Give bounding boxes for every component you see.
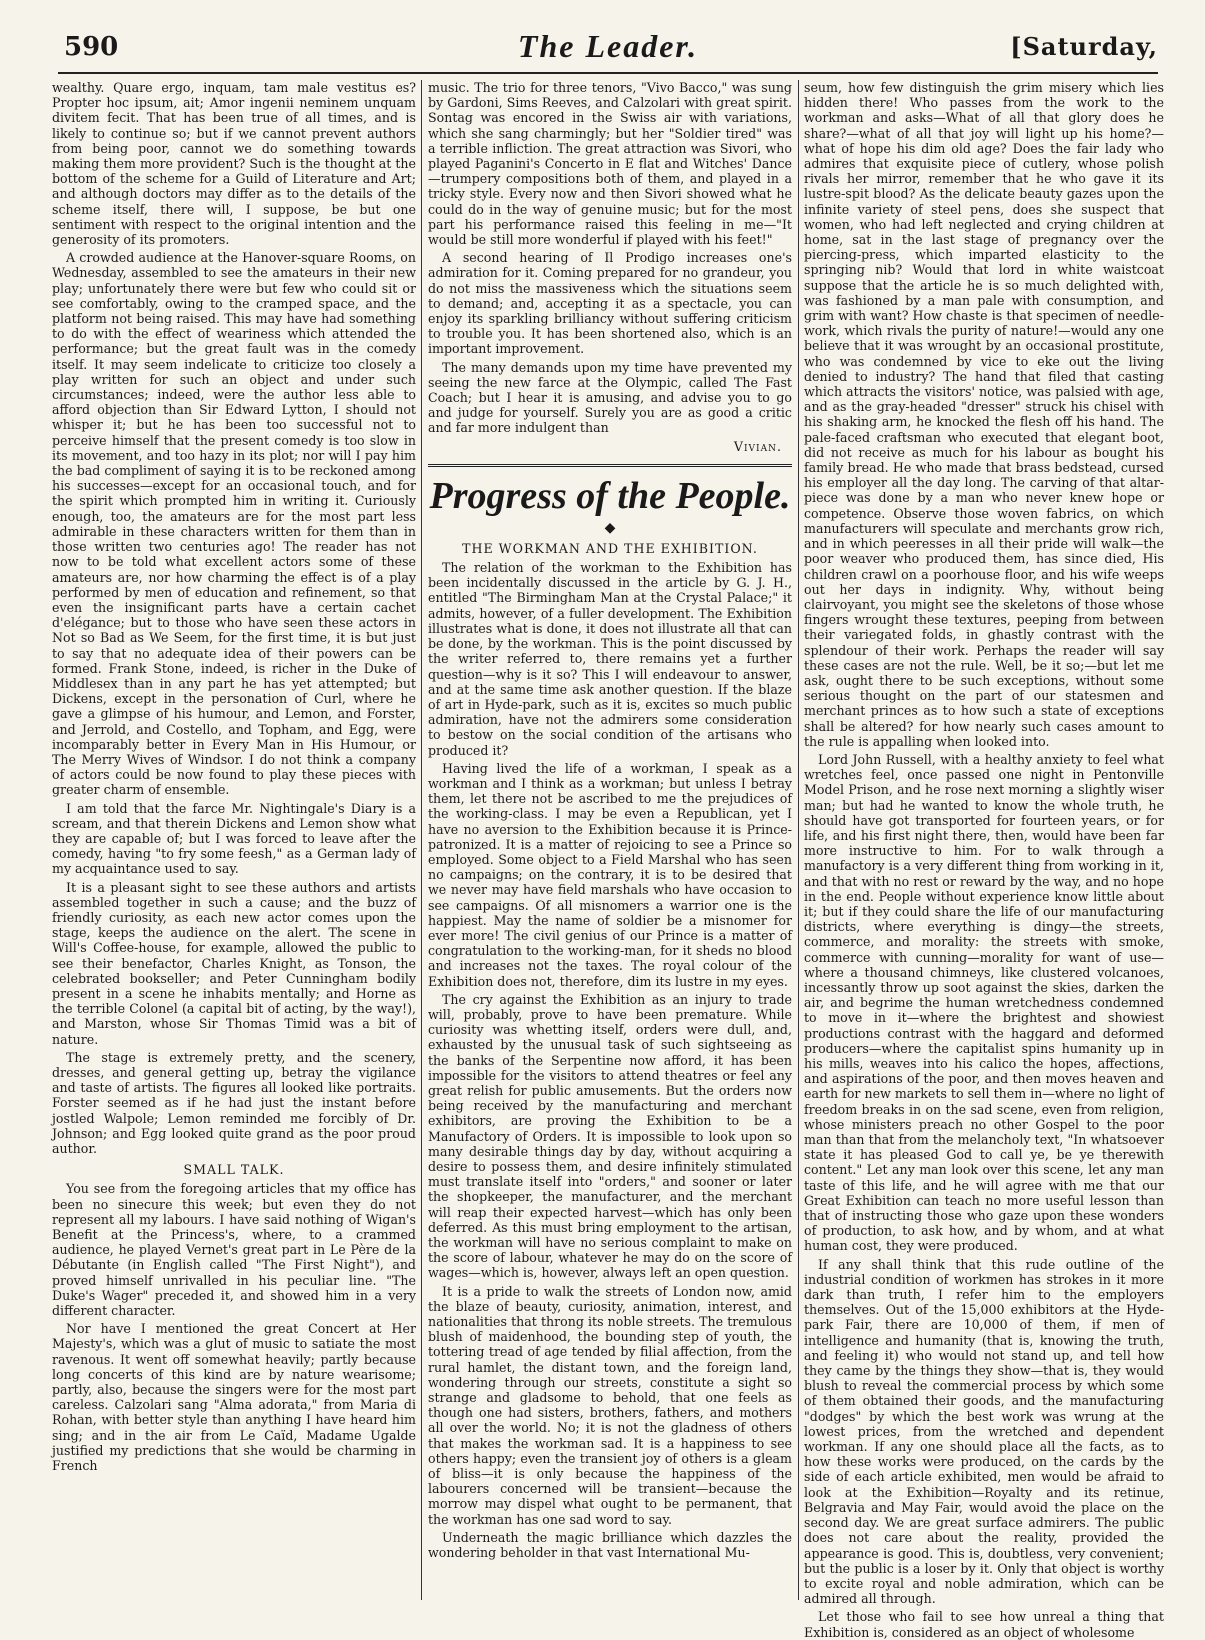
paragraph: The stage is extremely pretty, and the scenery, dresses, and general getting up, betray the vigilance and taste of artists. The figures all looked like portraits. Forster seemed as if he had just the instant before jostled Walpole; Lemon reminded me forcibly of Dr. Johnson; and Egg looked quite grand as the poor proud author. — [52, 1049, 416, 1157]
newspaper-title: The Leader. — [517, 28, 699, 64]
paragraph: The many demands upon my time have prevented my seeing the new farce at the Olympic, called The Fast Coach; but I hear it is amusing, and advise you to go and judge for yourself. Surely you are as good a critic and far more indulgent than — [428, 359, 792, 436]
paragraph: Having lived the life of a workman, I speak as a workman and I think as a workman; but unless I betray them, let there not be ascribed to me the prejudices of the working-class. I may be even a Republican, yet I have no aversion to the Exhibition because it is Prince-patronized. It is a matter of rejoicing to see a Prince so employed. Some object to a Field Marshal who has seen no campaigns; on the contrary, it is to be desired that we never may have field marshals who have occasion to see campaigns. Of all misnomers a warrior one is the happiest. May the name of soldier be a misnomer for ever more! The civil genius of our Prince is a matter of congratulation to the working-man, for it sheds no blood and increases not the taxes. The royal colour of the Exhibition does not, therefore, dim its lustre in my eyes. — [428, 760, 792, 989]
issue-day: [Saturday, — [1010, 32, 1158, 61]
paragraph: It is a pleasant sight to see these authors and artists assembled together in such a cause; and the buzz of friendly curiosity, as each new actor comes upon the stage, keeps the audience on the alert. The scene in Will's Coffee-house, for example, allowed the public to see their benefactor, Charles Knight, as Tonson, the celebrated bookseller; and Peter Cunningham bodily present in a scene he inhabits mentally; and Horne as the terrible Colonel (a capital bit of acting, by the way!), and Marston, whose Sir Thomas Timid was a bit of nature. — [52, 879, 416, 1047]
column-rule — [421, 80, 422, 1600]
column-1 — [52, 80, 416, 1600]
paragraph: Underneath the magic brilliance which dazzles the wondering beholder in that vast International Mu- — [428, 1529, 792, 1561]
section-title: Progress of the People. — [429, 474, 791, 517]
paragraph: Lord John Russell, with a healthy anxiety to feel what wretches feel, once passed one night in Pentonville Model Prison, and he rose next morning a slightly wiser man; but had he wanted to know the whole truth, he should have got transported for fourteen years, or for life, and his first night there, then, would have been far more instructive to him. For to walk through a manufactory is a very different thing from working in it, and that with no rest or reward by the way, and no hope in the end. People without experience know little about it; but if they could share the life of our manufacturing districts, where everything is dingy—the streets, commerce, and morality: the streets with smoke, commerce with cunning—morality for want of use—where a thousand chimneys, like clustered volcanoes, incessantly throw up soot against the skies, darken the air, and begrime the human wretchedness condemned to move in it—where the brightest and showiest productions contrast with the haggard and deformed producers—where the capitalist spins humanity up in his mills, weaves into his calico the hopes, affections, and aspirations of the poor, and then moves heaven and earth for new markets to sell them in—where no light of freedom breaks in on the sad scene, even from religion, whose ministers preach no other Gospel to the poor man than that from the melancholy text, "In whatsoever state it has pleased God to call ye, be ye therewith content." Let any man look over this scene, let any man taste of this life, and he will agree with me that our Great Exhibition can teach no more useful lesson than that of instructing those who gaze upon these wonders of production, to ask how, and by whom, and at what human cost, they were produced. — [804, 751, 1164, 1254]
paragraph: I am told that the farce Mr. Nightingale's Diary is a scream, and that therein Dickens and Lemon show what they are capable of; but I was forced to leave after the comedy, having "to fry some feesh," as a German lady of my acquaintance used to say. — [52, 800, 416, 877]
page-number: 590 — [64, 32, 119, 62]
article-heading: THE WORKMAN AND THE EXHIBITION. — [462, 540, 758, 556]
column-3 — [804, 80, 1164, 1640]
paragraph: Nor have I mentioned the great Concert at Her Majesty's, which was a glut of music to satiate the most ravenous. It went off somewhat heavily; partly because long concerts of this kind are by nature wearisome; partly, also, because the singers were for the most part careless. Calzolari sang "Alma adorata," from Maria di Rohan, with better style than anything I have heard him sing; and in the air from Le Caïd, Madame Ugalde justified my predictions that she would be charming in French — [52, 1321, 416, 1474]
paragraph: wealthy. Quare ergo, inquam, tam male vestitus es? Propter hoc ipsum, ait; Amor ingenii neminem unquam divitem fecit. That has been true of all times, and is likely to continue so; but if we cannot prevent authors from being poor, cannot we do something towards making them more provident? Such is the thought at the bottom of the scheme for a Guild of Literature and Art; and although doctors may differ as to the details of the scheme itself, there will, I suppose, be but one sentiment with respect to the original intention and the generosity of its promoters. — [52, 80, 416, 248]
section-divider — [428, 464, 792, 467]
paragraph: A crowded audience at the Hanover-square Rooms, on Wednesday, assembled to see the amateurs in their new play; unfortunately there were but few who could sit or see comfortably, owing to the cramped space, and the platform not being raised. This may have had something to do with the effect of weariness which attended the performance; but the great fault was in the comedy itself. It may seem indelicate to criticize too closely a play written for such an object and under such circumstances; indeed, were the author less able to afford objection than Sir Edward Lytton, I should not whisper it; but he has been too successful not to perceive himself that the present comedy is too slow in its movement, and too hazy in its plot; nor will I pay him the bad compliment of saying it is to be reckoned among his successes—except for an occasional touch, and for the spirit which prompted him in writing it. Curiously enough, too, the amateurs are for the most part less admirable in these characters written for them than in those written two centuries ago! The reader has not now to be told what excellent actors some of these amateurs are, nor how charming the effect is of a play performed by men of education and refinement, so that even the insignificant parts have a certain cachet d'elégance; but to those who have seen these actors in Not so Bad as We Seem, for the first time, it is but just to say that no adequate idea of their powers can be formed. Frank Stone, indeed, is richer in the Duke of Middlesex than in any part he has yet attempted; but Dickens, except in the personation of Curl, where he gave a glimpse of his humour, and Lemon, and Forster, and Jerrold, and Costello, and Topham, and Egg, were incomparably better in Every Man in His Humour, or The Merry Wives of Windsor. I do not think a company of actors could be now found to play these pieces with greater charm of ensemble. — [52, 250, 416, 798]
subheading-small-talk: SMALL TALK. — [183, 1162, 285, 1178]
paragraph: You see from the foregoing articles that my office has been no sinecure this week; but even they do not represent all my labours. I have said nothing of Wigan's Benefit at the Princess's, where, to a crammed audience, he played Vernet's great part in Le Père de la Débutante (in English called "The First Night"), and proved himself unrivalled in his peculiar line. "The Duke's Wager" preceded it, and showed him in a very different character. — [52, 1181, 416, 1319]
paragraph: music. The trio for three tenors, "Vivo Bacco," was sung by Gardoni, Sims Reeves, and Calzolari with great spirit. Sontag was encored in the Swiss air with variations, which she sang charmingly; but her "Soldier tired" was a terrible infliction. The great attraction was Sivori, who played Paganini's Concerto in E flat and Witches' Dance—trumpery compositions both of them, and played in a tricky style. Every now and then Sivori showed what he could do in the way of genuine music; but for the most part his performance raised this feeling in me—"It would be still more wonderful if played with his feet!" — [428, 80, 792, 248]
paragraph: Let those who fail to see how unreal a thing that Exhibition is, considered as an object of wholesome — [804, 1609, 1164, 1640]
masthead — [58, 28, 1158, 74]
ornament-icon: ◆ — [604, 519, 616, 536]
column-2 — [428, 80, 792, 1600]
paragraph: It is a pride to walk the streets of London now, amid the blaze of beauty, curiosity, animation, interest, and nationalities that throng its noble streets. The tremulous blush of maidenhood, the bounding step of youth, the tottering tread of age tended by filial affection, from the rural hamlet, the distant town, and the foreign land, wondering through our streets, constitute a sight so strange and gladsome to behold, that one feels as though one had sisters, brothers, fathers, and mothers all over the world. No; it is not the gladness of others that makes the workman sad. It is a happiness to see others happy; even the transient joy of others is a gleam of bliss—it is only because the happiness of the labourers concerned will be transient—because the morrow may dispel what ought to be permanent, that the workman has one sad word to say. — [428, 1283, 792, 1527]
paragraph: A second hearing of Il Prodigo increases one's admiration for it. Coming prepared for no grandeur, you do not miss the massiveness which the situations seem to demand; and, accepting it as a spectacle, you can enjoy its sparkling brilliancy without suffering criticism to trouble you. It has been shortened also, which is an important improvement. — [428, 250, 792, 357]
column-rule — [798, 80, 799, 1600]
paragraph: The cry against the Exhibition as an injury to trade will, probably, prove to have been premature. While curiosity was whetting itself, orders were dull, and, exhausted by the unusual task of such sightseeing as the banks of the Serpentine now afford, it has been impossible for the visitors to attend theatres or feel any great relish for public amusements. But the orders now being received by the manufacturing and merchant exhibitors, are proving the Exhibition to be a Manufactory of Orders. It is impossible to look upon so many desirable things day by day, without acquiring a desire to possess them, and desire infinitely stimulated must translate itself into "orders," and sooner or later the shopkeeper, the manufacturer, and the merchant will reap their expected harvest—which has only been deferred. As this must bring employment to the artisan, the workman will have no serious complaint to make on the score of labour, whatever he may do on the score of wages—which is, however, always left an open question. — [428, 991, 792, 1281]
author-signature: Vivian. — [733, 438, 782, 454]
paragraph: seum, how few distinguish the grim misery which lies hidden there! Who passes from the work to the workman and asks—What of all that glory does he share?—what of all that joy will light up his home?—what of hope his dim old age? Does the fair lady who admires that exquisite piece of cutlery, whose polish rivals her mirror, remember that he who gave it its lustre-spit blood? As the delicate beauty gazes upon the infinite variety of steel pens, does she suspect that women, who had left neglected and crying children at home, sat in the last stage of pregnancy over the piercing-press, which imparted elasticity to the springing nib? Would that lord in white waistcoat suppose that the article he is so much delighted with, was fashioned by a man pale with consumption, and grim with want? How chaste is that specimen of needle-work, which rivals the purity of nature!—would any one believe that it was wrought by an occasional prostitute, who was condemned by vice to eke out the living denied to industry? The hand that filed that casting which attracts the visitors' notice, was palsied with age, and as the gray-headed "dresser" struck his chisel with his shaking arm, he knocked the flesh off his hand. The pale-faced craftsman who executed that elegant boot, did not receive as much for his labour as bought his family bread. He who made that brass bedstead, cursed his employer all the day long. The carving of that altar-piece was done by a man who never knew hope or competence. Observe those woven fabrics, on which manufacturers will speculate and merchants grow rich, and in which peeresses in all their pride will walk—the poor weaver who produced them, has since died, His children crawl on a poorhouse floor, and his wife weeps out her days in indignity. Why, without being clairvoyant, you might see the skeletons of those whose fingers wrought these textures, peeping from between their variegated folds, in ghastly contrast with the splendour of their work. Perhaps the reader will say these cases are not the rule. Well, be it so;—but let me ask, ought there to be such exceptions, without some serious thought on the part of our statesmen and merchant princes as to how such a state of exceptions shall be altered? for how nearly such cases amount to the rule is appalling when looked into. — [804, 80, 1164, 749]
paragraph: The relation of the workman to the Exhibition has been incidentally discussed in the article by G. J. H., entitled "The Birmingham Man at the Crystal Palace;" it admits, however, of a fuller development. The Exhibition illustrates what is done, it does not illustrate all that can be done, by the workman. This is the point discussed by the writer referred to, there remains yet a further question—why is it so? This I will endeavour to answer, and at the same time ask another question. If the blaze of art in Hyde-park, such as it is, excites so much public admiration, have not the admirers some consideration to bestow on the social condition of the artisans who produced it? — [428, 560, 792, 758]
paragraph: If any shall think that this rude outline of the industrial condition of workmen has strokes in it more dark than truth, I refer him to the employers themselves. Out of the 15,000 exhibitors at the Hyde-park Fair, there are 10,000 of them, if men of intelligence and humanity (that is, knowing the truth, and feeling it) who would not stand up, and tell how they came by the things they show—that is, they would blush to reveal the commercial process by which some of them obtained their goods, and the manufacturing "dodges" by which the best work was wrung at the lowest prices, from the wretched and dependent workman. If any one should place all the facts, as to how these works were produced, on the cards by the side of each article exhibited, men would be afraid to look at the Exhibition—Royalty and its retinue, Belgravia and May Fair, would avoid the place on the second day. We are great surface admirers. The public does not care about the reality, provided the appearance is good. This is, doubtless, very convenient; but the public is a loser by it. Only that object is worthy to excite royal and noble admiration, which can be admired all through. — [804, 1256, 1164, 1607]
